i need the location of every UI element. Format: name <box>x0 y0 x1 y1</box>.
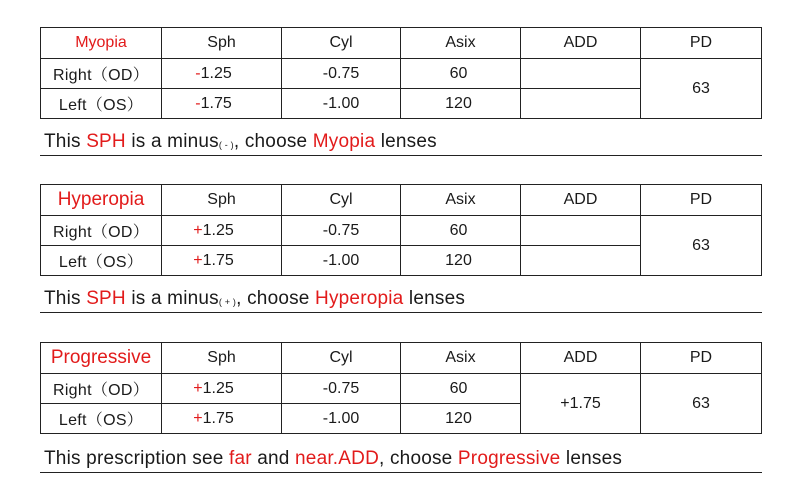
row-label-left: Left（OS） <box>41 246 162 276</box>
add-header: ADD <box>521 28 641 59</box>
row-label-right: Right（OD） <box>41 59 162 89</box>
progressive-note: This prescription see far and near.ADD, choose Progressive lenses <box>44 448 623 469</box>
asix-value: 120 <box>401 404 521 434</box>
sph-value: +1.25 <box>162 216 282 246</box>
pd-value: 63 <box>641 374 762 434</box>
asix-value: 60 <box>401 59 521 89</box>
sph-value: +1.25 <box>162 374 282 404</box>
asix-header: Asix <box>401 343 521 374</box>
pd-header: PD <box>641 185 762 216</box>
cyl-value: -1.00 <box>282 246 401 276</box>
asix-value: 120 <box>401 89 521 119</box>
add-header: ADD <box>521 185 641 216</box>
table-header-row <box>41 185 762 216</box>
cyl-value: -0.75 <box>282 59 401 89</box>
cyl-header: Cyl <box>282 28 401 59</box>
add-value <box>521 216 641 246</box>
row-label-right: Right（OD） <box>41 374 162 404</box>
sph-value: -1.25 <box>162 59 282 89</box>
cyl-value: -0.75 <box>282 374 401 404</box>
add-header: ADD <box>521 343 641 374</box>
sph-header: Sph <box>162 343 282 374</box>
asix-value: 60 <box>401 374 521 404</box>
hyperopia-table <box>40 184 762 276</box>
row-label-right: Right（OD） <box>41 216 162 246</box>
add-value <box>521 59 641 89</box>
asix-header: Asix <box>401 185 521 216</box>
sph-header: Sph <box>162 185 282 216</box>
row-label-left: Left（OS） <box>41 89 162 119</box>
add-value: +1.75 <box>521 374 641 434</box>
row-label-left: Left（OS） <box>41 404 162 434</box>
cyl-value: -1.00 <box>282 89 401 119</box>
table-header-row <box>41 28 762 59</box>
cyl-value: -1.00 <box>282 404 401 434</box>
cyl-header: Cyl <box>282 185 401 216</box>
asix-value: 60 <box>401 216 521 246</box>
divider-line <box>40 472 762 473</box>
pd-value: 63 <box>641 216 762 276</box>
pd-header: PD <box>641 343 762 374</box>
lens-type-label: Hyperopia <box>41 185 162 216</box>
pd-header: PD <box>641 28 762 59</box>
divider-line <box>40 155 762 156</box>
progressive-table <box>40 342 762 434</box>
table-row <box>41 374 762 404</box>
sph-header: Sph <box>162 28 282 59</box>
asix-value: 120 <box>401 246 521 276</box>
add-value <box>521 246 641 276</box>
cyl-header: Cyl <box>282 343 401 374</box>
asix-header: Asix <box>401 28 521 59</box>
sph-value: -1.75 <box>162 89 282 119</box>
sph-value: +1.75 <box>162 404 282 434</box>
hyperopia-note: This SPH is a minus( + ), choose Hyperopia lenses <box>44 288 466 309</box>
lens-type-label: Myopia <box>41 28 162 59</box>
table-row <box>41 59 762 89</box>
sph-value: +1.75 <box>162 246 282 276</box>
myopia-table <box>40 27 762 119</box>
myopia-note: This SPH is a minus( - ), choose Myopia lenses <box>44 131 437 152</box>
table-header-row <box>41 343 762 374</box>
pd-value: 63 <box>641 59 762 119</box>
lens-type-label: Progressive <box>41 343 162 374</box>
table-row <box>41 216 762 246</box>
add-value <box>521 89 641 119</box>
divider-line <box>40 312 762 313</box>
cyl-value: -0.75 <box>282 216 401 246</box>
